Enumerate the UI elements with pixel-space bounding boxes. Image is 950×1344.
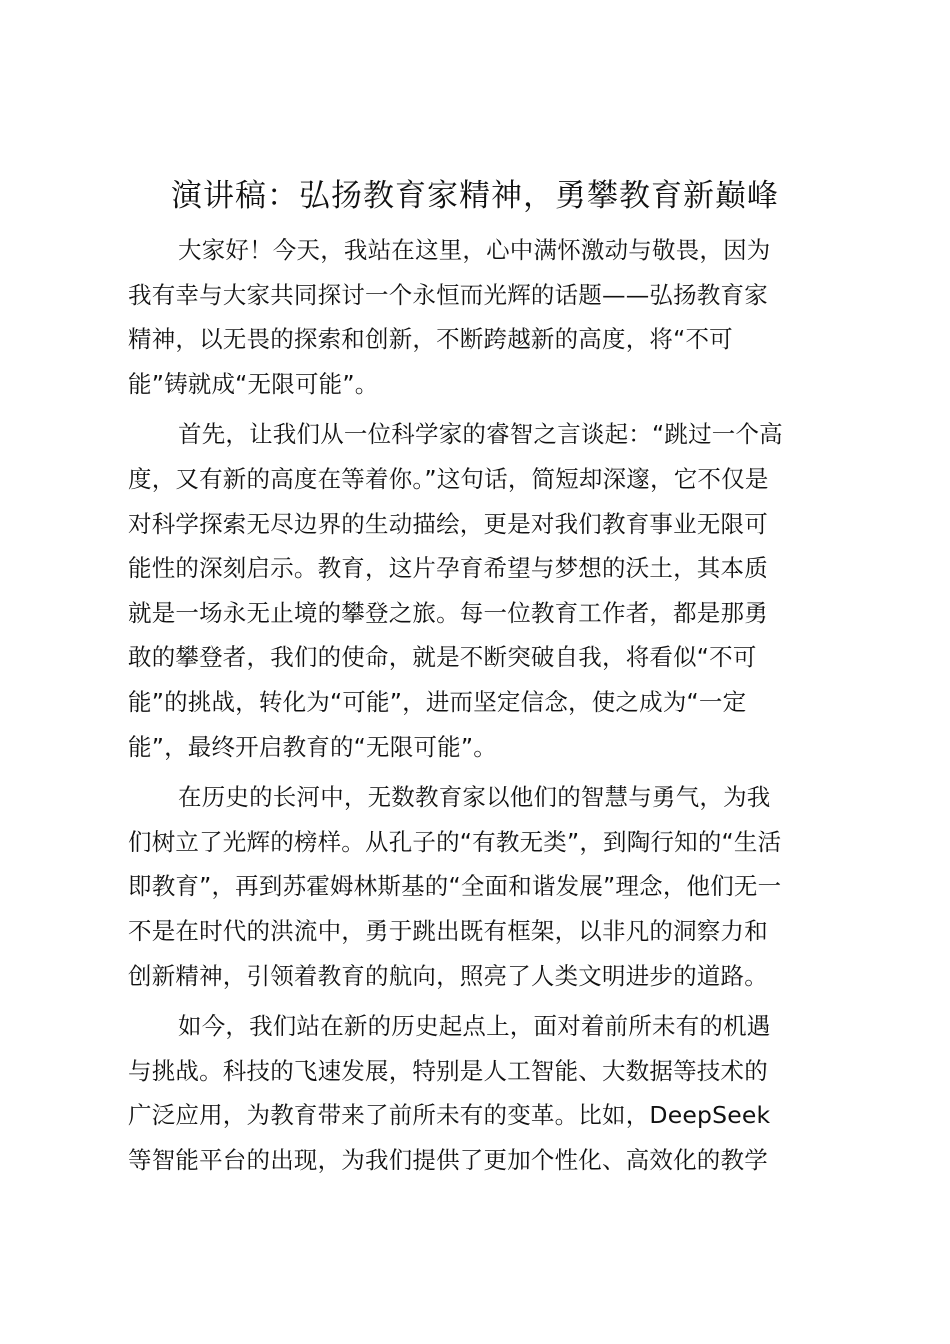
paragraph-line: 不是在时代的洪流中，勇于跳出既有框架，以非凡的洞察力和 <box>128 916 768 945</box>
paragraph-line: 首先，让我们从一位科学家的睿智之言谈起：“跳过一个高 <box>178 420 783 449</box>
paragraph-3 <box>128 775 838 998</box>
paragraph-line: 就是一场永无止境的攀登之旅。每一位教育工作者，都是那勇 <box>128 598 768 627</box>
paragraph-line: 对科学探索无尽边界的生动描绘，更是对我们教育事业无限可 <box>128 509 768 538</box>
paragraph-line: 如今，我们站在新的历史起点上，面对着前所未有的机遇 <box>178 1012 771 1041</box>
paragraph-1 <box>128 228 838 406</box>
paragraph-line: 我有幸与大家共同探讨一个永恒而光辉的话题——弘扬教育家 <box>128 280 768 309</box>
document-title: 演讲稿：弘扬教育家精神，勇攀教育新巅峰 <box>171 178 779 214</box>
paragraph-line: 与挑战。科技的飞速发展，特别是人工智能、大数据等技术的 <box>128 1056 768 1085</box>
paragraph-line: 广泛应用，为教育带来了前所未有的变革。比如，DeepSeek <box>128 1101 771 1130</box>
paragraph-line: 创新精神，引领着教育的航向，照亮了人类文明进步的道路。 <box>128 961 768 990</box>
paragraph-line: 大家好！今天，我站在这里，心中满怀激动与敬畏，因为 <box>178 236 771 264</box>
paragraph-line: 敢的攀登者，我们的使命，就是不断突破自我，将看似“不可 <box>128 643 757 672</box>
paragraph-line: 能”的挑战，转化为“可能”，进而坚定信念，使之成为“一定 <box>128 687 747 716</box>
paragraph-4 <box>128 1004 838 1182</box>
paragraph-line: 在历史的长河中，无数教育家以他们的智慧与勇气，为我 <box>178 783 771 812</box>
paragraph-2 <box>128 412 838 769</box>
paragraph-line: 能”，最终开启教育的“无限可能”。 <box>128 732 497 761</box>
paragraph-line: 能”铸就成“无限可能”。 <box>128 369 379 398</box>
paragraph-line: 等智能平台的出现，为我们提供了更加个性化、高效化的教学 <box>128 1145 768 1174</box>
paragraph-line: 能性的深刻启示。教育，这片孕育希望与梦想的沃土，其本质 <box>128 554 768 583</box>
document-body <box>128 228 838 1188</box>
paragraph-line: 精神，以无畏的探索和创新，不断跨越新的高度，将“不可 <box>128 325 733 354</box>
paragraph-line: 即教育”，再到苏霍姆林斯基的“全面和谐发展”理念，他们无一 <box>128 872 782 901</box>
paragraph-line: 度，又有新的高度在等着你。”这句话，简短却深邃，它不仅是 <box>128 464 769 493</box>
paragraph-line: 们树立了光辉的榜样。从孔子的“有教无类”，到陶行知的“生活 <box>128 827 782 856</box>
